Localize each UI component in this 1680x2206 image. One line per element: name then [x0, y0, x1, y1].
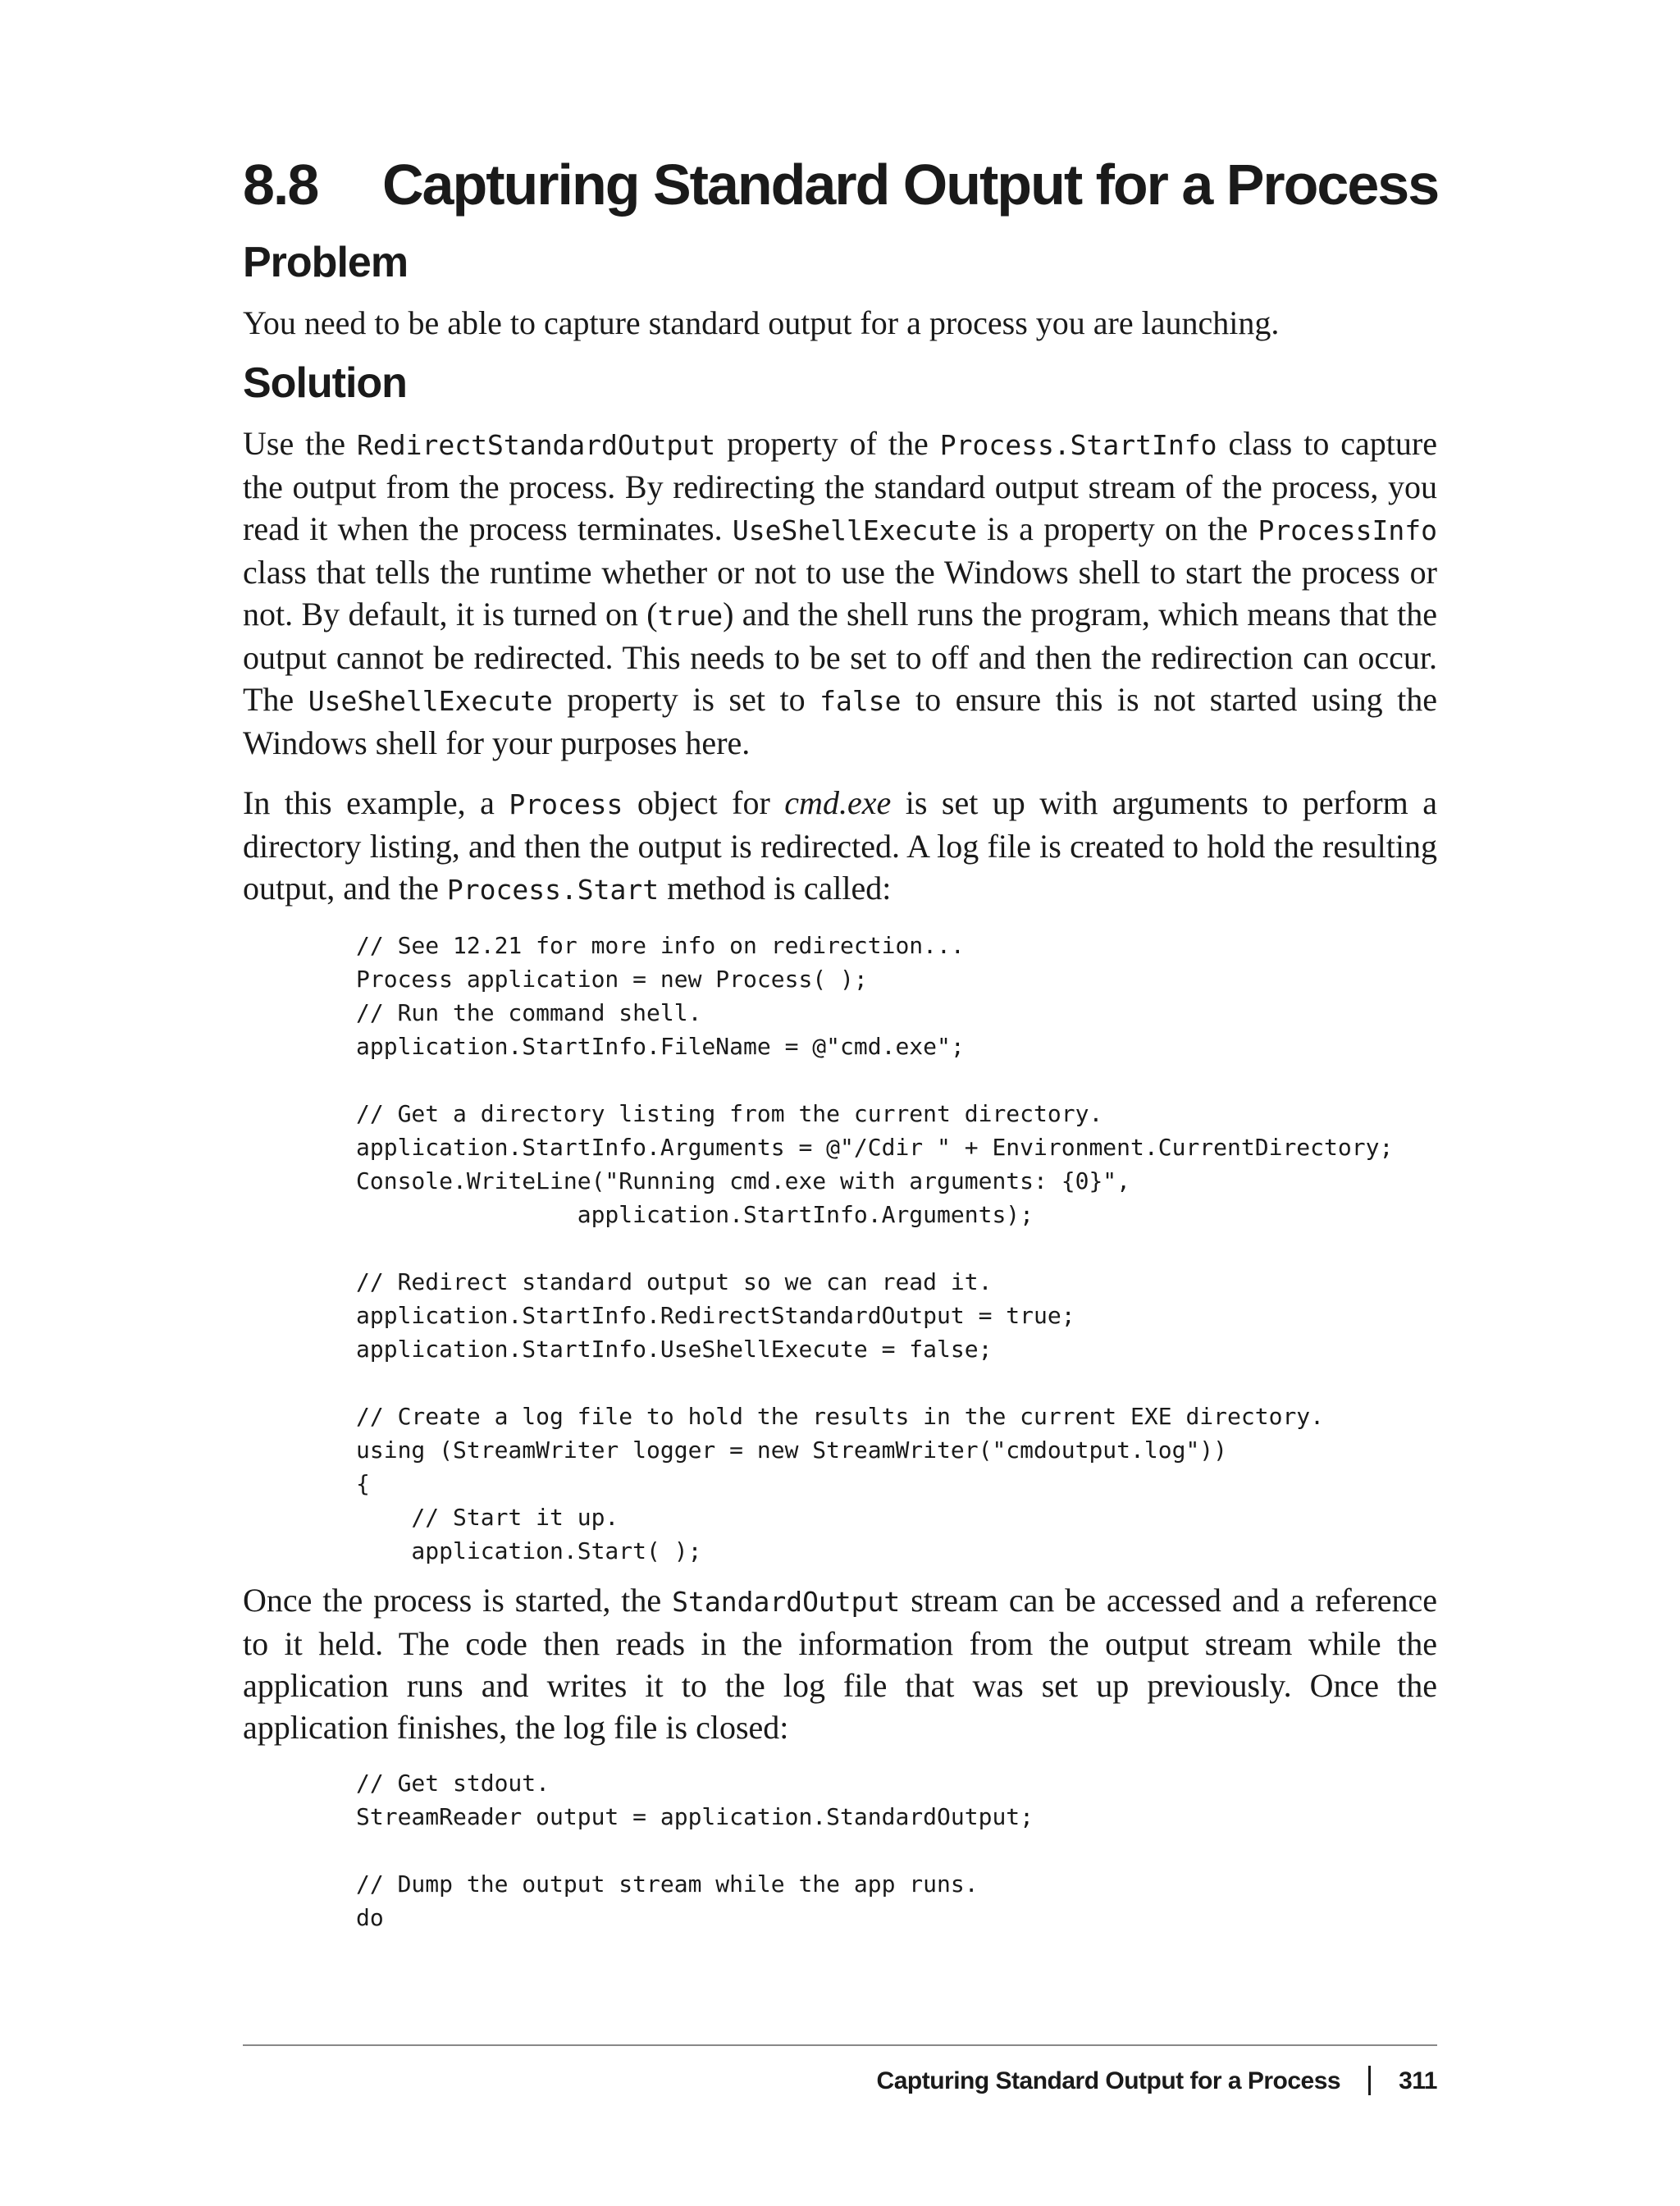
- inline-code: ProcessInfo: [1258, 514, 1437, 546]
- text-run: method is called:: [659, 870, 892, 907]
- code-line: // Run the command shell.: [356, 999, 702, 1026]
- inline-code: false: [819, 685, 902, 717]
- code-line: Process application = new Process( );: [356, 966, 868, 993]
- footer-separator: [1368, 2066, 1371, 2095]
- code-line: // Create a log file to hold the results in the current EXE directory.: [356, 1403, 1325, 1430]
- code-line: application.StartInfo.RedirectStandardOutput = true;: [356, 1302, 1075, 1329]
- code-line: using (StreamWriter logger = new StreamWriter("cmdoutput.log")): [356, 1436, 1228, 1464]
- code-line: [356, 1834, 1437, 1867]
- text-run: to ensure this is not started using the Windows shell for your purposes here.: [243, 681, 1438, 761]
- running-title: Capturing Standard Output for a Process: [876, 2067, 1341, 2094]
- inline-code: RedirectStandardOutput: [357, 429, 716, 461]
- text-run: class that tells the runtime whether or not to use the Windows shell to start the process or not. By default, it is turned on (: [243, 554, 1437, 633]
- text-run: is set up with arguments to perform a directory listing, and then the output is redirected. A log file is created to hold the resulting output, and the: [243, 784, 1437, 907]
- code-line: // Get a directory listing from the current directory.: [356, 1100, 1103, 1127]
- code-listing-1: [356, 929, 1437, 1568]
- inline-code: true: [657, 600, 724, 632]
- code-line: application.Start( );: [356, 1537, 702, 1564]
- inline-code: Process.StartInfo: [939, 429, 1217, 461]
- text-run: class to capture the output from the process. By redirecting the standard output stream of the process, you read it when the process terminates.: [243, 425, 1437, 547]
- text-run: property of the: [715, 425, 940, 462]
- inline-code: UseShellExecute: [732, 514, 977, 546]
- text-run: ) and the shell runs the program, which means that the output cannot be redirected. This needs to be set to off and then the redirection can occur. The: [243, 596, 1438, 718]
- page-content: [243, 153, 1439, 1946]
- code-line: [356, 1063, 1437, 1097]
- code-line: Console.WriteLine("Running cmd.exe with arguments: {0}",: [356, 1167, 1131, 1194]
- italic-term: cmd.exe: [784, 784, 892, 821]
- solution-heading: Solution: [243, 359, 407, 407]
- code-line: [356, 1366, 1437, 1400]
- text-run: is a property on the: [976, 510, 1258, 547]
- code-line: // Dump the output stream while the app runs.: [356, 1870, 979, 1898]
- code-line: {: [356, 1470, 370, 1497]
- text-run: Once the process is started, the: [243, 1582, 673, 1619]
- text-run: In this example, a: [243, 784, 509, 821]
- text-run: property is set to: [552, 681, 820, 718]
- solution-paragraph-1: [243, 422, 1437, 764]
- solution-paragraph-2: [243, 782, 1437, 911]
- code-line: application.StartInfo.UseShellExecute = false;: [356, 1336, 993, 1363]
- text-run: stream can be accessed and a reference to it held. The code then reads in the information from the output stream while the application runs and writes it to the log file that was set up previously. Once the application finishes, the log file is closed:: [243, 1582, 1437, 1746]
- inline-code: Process: [509, 788, 623, 820]
- section-title-text: Capturing Standard Output for a Process: [382, 153, 1439, 217]
- inline-code: Process.Start: [446, 874, 660, 906]
- code-line: // Redirect standard output so we can read it.: [356, 1268, 993, 1295]
- code-line: application.StartInfo.Arguments);: [356, 1201, 1034, 1228]
- problem-text: You need to be able to capture standard output for a process you are launching.: [243, 304, 1280, 341]
- inline-code: StandardOutput: [672, 1586, 901, 1618]
- code-line: [356, 1231, 1437, 1265]
- code-line: do: [356, 1904, 384, 1931]
- code-line: application.StartInfo.FileName = @"cmd.exe";: [356, 1033, 965, 1060]
- problem-heading: Problem: [243, 239, 409, 286]
- section-title: [243, 153, 1439, 217]
- code-line: application.StartInfo.Arguments = @"/Cdir " + Environment.CurrentDirectory;: [356, 1134, 1394, 1161]
- code-listing-2: [356, 1766, 1437, 1934]
- footer-text: [877, 2066, 1437, 2095]
- code-line: StreamReader output = application.StandardOutput;: [356, 1803, 1034, 1830]
- inline-code: UseShellExecute: [308, 685, 553, 717]
- page-number: 311: [1399, 2067, 1437, 2094]
- text-run: Use the: [243, 425, 358, 462]
- section-number: 8.8: [243, 153, 318, 217]
- code-line: // Get stdout.: [356, 1770, 550, 1797]
- solution-paragraph-3: [243, 1579, 1437, 1748]
- code-line: // Start it up.: [356, 1504, 619, 1531]
- text-run: object for: [623, 784, 785, 821]
- code-line: // See 12.21 for more info on redirection...: [356, 932, 965, 959]
- page-footer: [243, 2044, 1437, 2094]
